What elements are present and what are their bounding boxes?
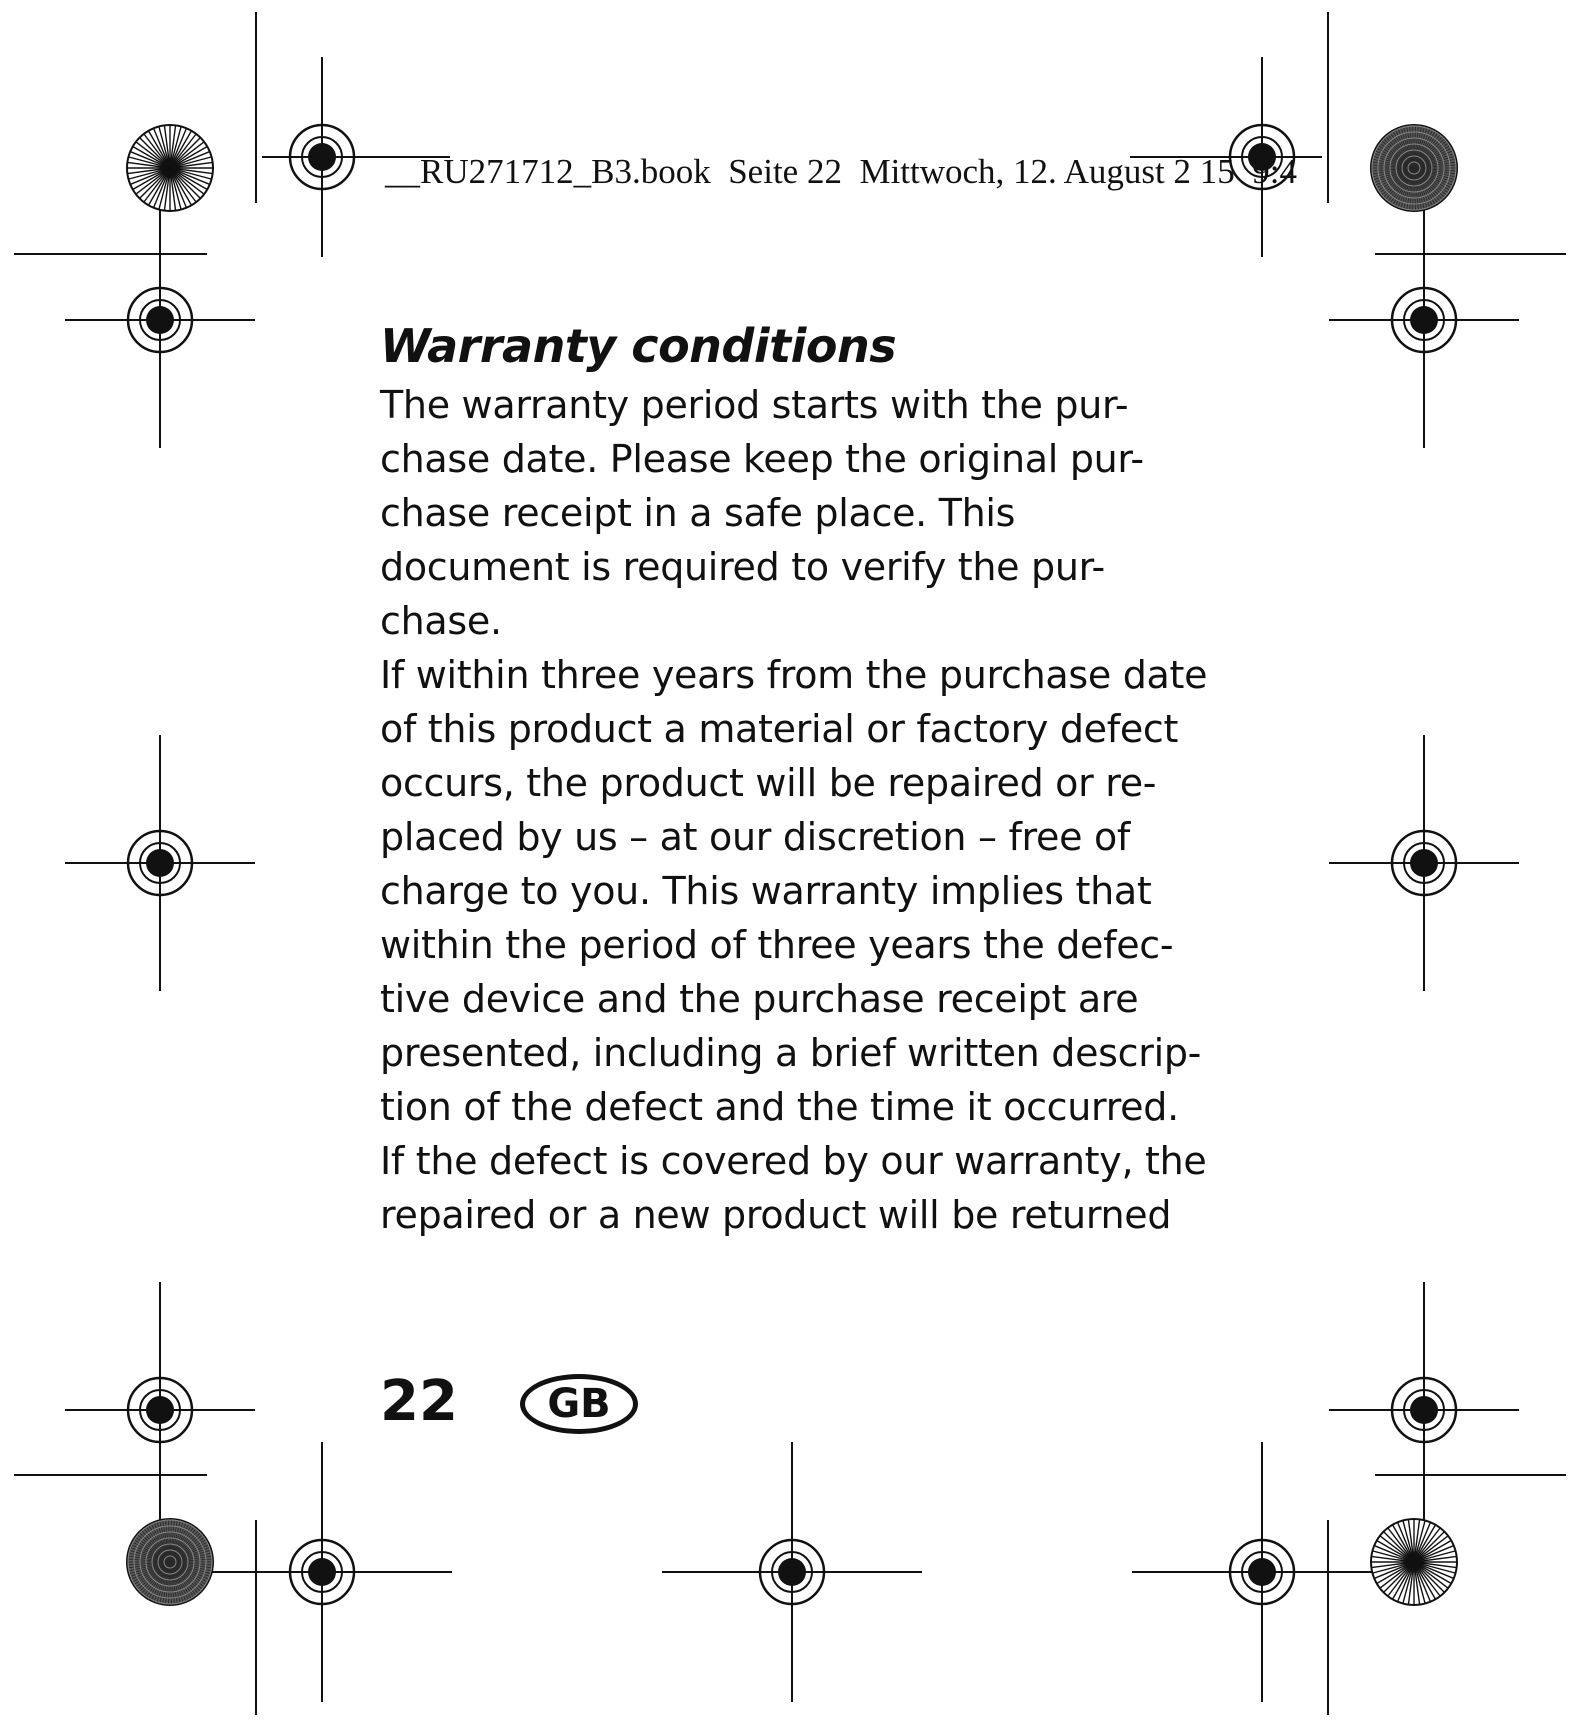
body-line: presented, including a brief written descrip- (380, 1031, 1202, 1075)
body-line: occurs, the product will be repaired or re- (380, 761, 1157, 805)
crosshair-registration-mark-icon (262, 57, 382, 257)
crosshair-registration-mark-icon (65, 1282, 255, 1538)
body-line: If within three years from the purchase date (380, 653, 1208, 697)
starburst-calibration-target-icon (1371, 125, 1457, 211)
crosshair-registration-mark-icon (1329, 1282, 1519, 1538)
body-line: placed by us – at our discretion – free of (380, 815, 1130, 859)
starburst-calibration-target-icon (127, 1519, 213, 1605)
warranty-body-text (380, 378, 1240, 1242)
body-line: charge to you. This warranty implies that (380, 869, 1152, 913)
body-line: chase. (380, 599, 502, 643)
print-slug-header: __RU271712_B3.book Seite 22 Mittwoch, 12. August 2 15 9:4 (385, 152, 1297, 191)
section-heading: Warranty conditions (380, 319, 897, 373)
body-line: The warranty period starts with the pur- (380, 383, 1129, 427)
crosshair-registration-mark-icon (65, 735, 255, 991)
body-line: repaired or a new product will be returned (380, 1193, 1172, 1237)
starburst-calibration-target-icon (127, 125, 213, 211)
language-badge-label: GB (547, 1381, 611, 1427)
crosshair-registration-mark-icon (1132, 1442, 1392, 1702)
body-line: If the defect is covered by our warranty, the (380, 1139, 1207, 1183)
body-line: chase date. Please keep the original pur- (380, 437, 1144, 481)
page-number: 22 (380, 1369, 458, 1434)
body-line: tion of the defect and the time it occurred. (380, 1085, 1179, 1129)
body-line: of this product a material or factory defect (380, 707, 1179, 751)
language-badge-icon (520, 1374, 638, 1434)
body-line: document is required to verify the pur- (380, 545, 1105, 589)
body-line: tive device and the purchase receipt are (380, 977, 1139, 1021)
body-line: within the period of three years the defec- (380, 923, 1174, 967)
crosshair-registration-mark-icon (1329, 192, 1519, 448)
starburst-calibration-target-icon (1371, 1519, 1457, 1605)
crosshair-registration-mark-icon (65, 192, 255, 448)
body-line: chase receipt in a safe place. This (380, 491, 1016, 535)
crosshair-registration-mark-icon (1329, 735, 1519, 991)
crosshair-registration-mark-icon (662, 1442, 922, 1702)
crosshair-registration-mark-icon (192, 1442, 452, 1702)
